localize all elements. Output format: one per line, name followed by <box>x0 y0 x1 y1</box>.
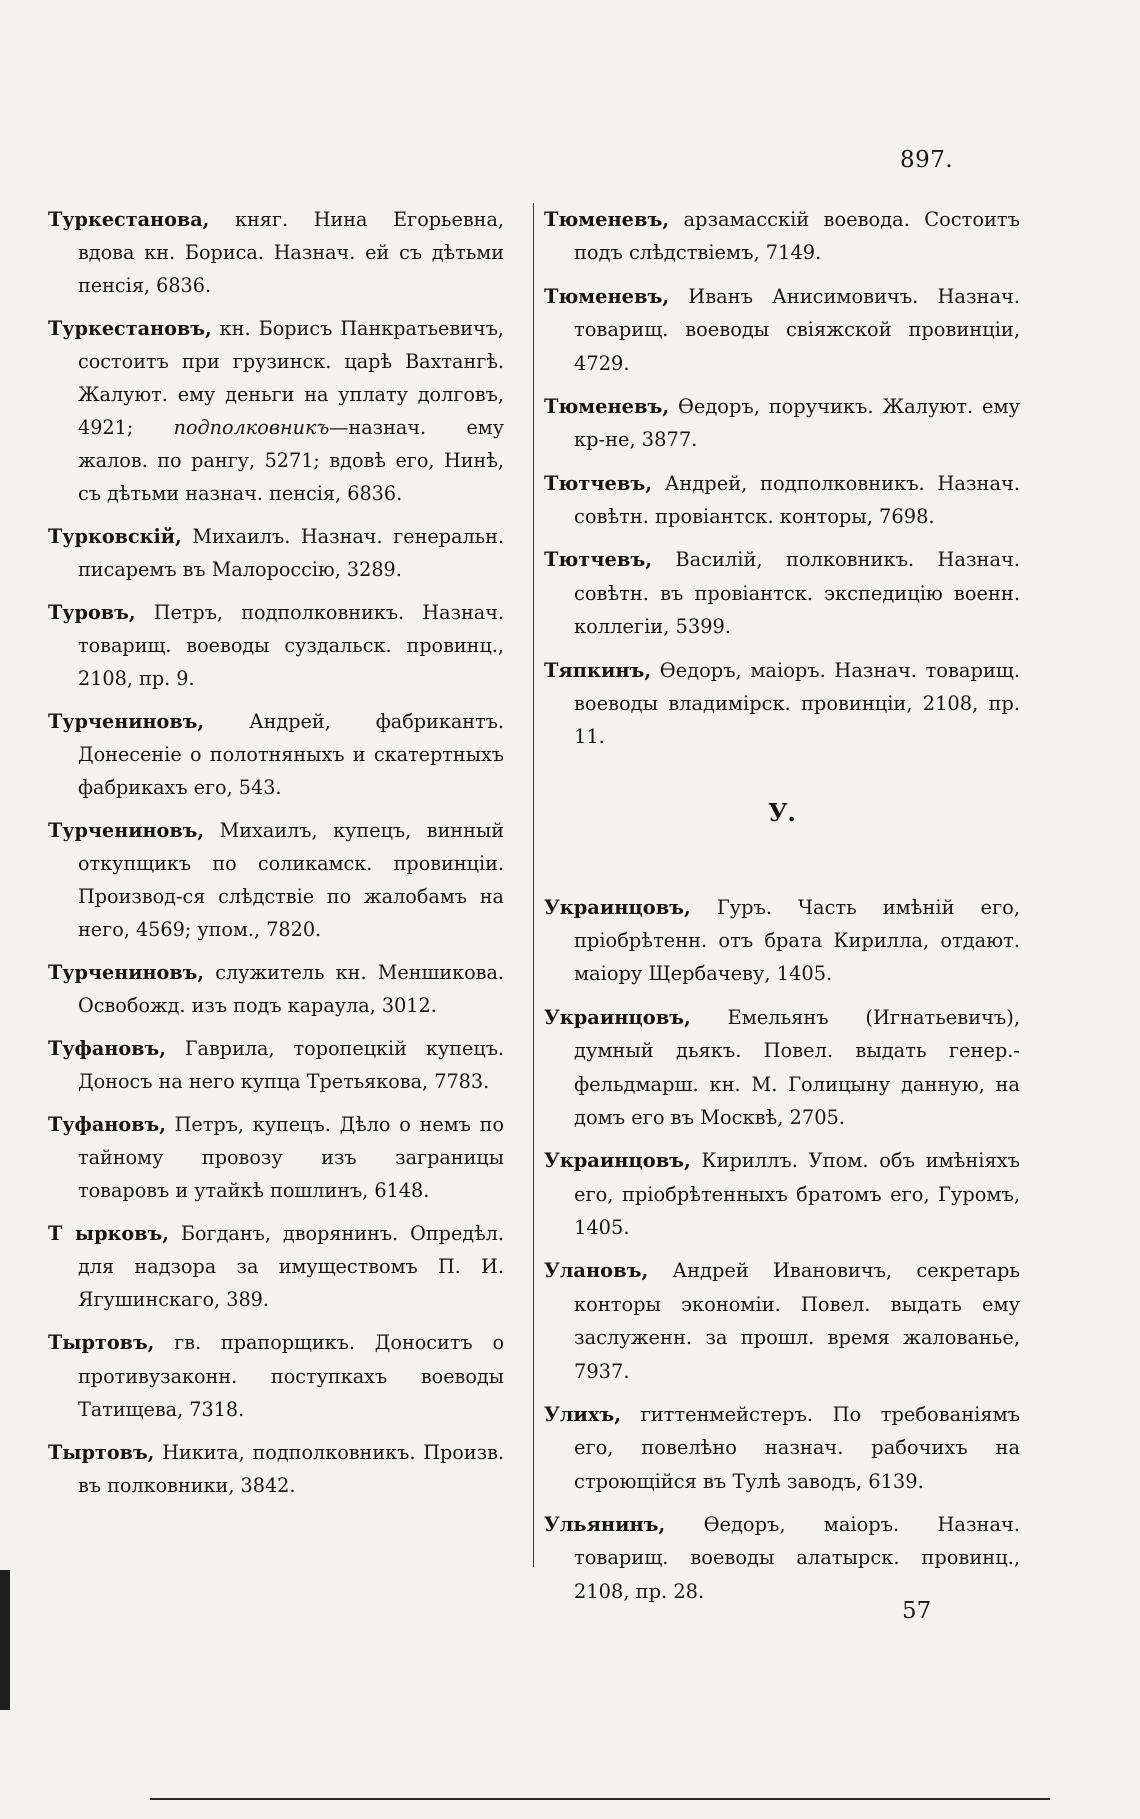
index-entry: Улановъ, Андрей Ивановичъ, секретарь конторы экономіи. Повел. выдать ему заслуженн. за прошл. время жалованье, 7937. <box>544 1259 1020 1383</box>
index-entry: Туровъ, Петръ, подполковникъ. Назнач. товарищ. воеводы суздальск. провинц., 2108, пр. 9. <box>48 601 504 691</box>
index-entry: Ульянинъ, Өедоръ, маіоръ. Назнач. товарищ. воеводы алатырск. провинц., 2108, пр. 28. <box>544 1513 1020 1603</box>
index-entry: Туфановъ, Гаврила, торопецкій купецъ. Доносъ на него купца Третьякова, 7783. <box>48 1037 504 1094</box>
index-entry: Тюменевъ, Иванъ Анисимовичъ. Назнач. товарищ. воеводы свіяжской провинціи, 4729. <box>544 284 1020 375</box>
page-edge-rule <box>150 1798 1050 1800</box>
index-entry: Тыртовъ, Никита, подполковникъ. Произв. въ полковники, 3842. <box>48 1440 504 1497</box>
index-entry: Турчениновъ, Андрей, фабрикантъ. Донесеніе о полотняныхъ и скатертныхъ фабрикахъ его, 543. <box>48 710 504 800</box>
index-entry: Украинцовъ, Емельянъ (Игнатьевичъ), думный дьякъ. Повел. выдать генер.-фельдмарш. кн. М. Голицыну данную, на домъ его въ Москвѣ, 2705. <box>544 1005 1020 1129</box>
binding-shadow <box>0 1570 10 1710</box>
index-entry: Тяпкинъ, Өедоръ, маіоръ. Назнач. товарищ. воеводы владимірск. провинціи, 2108, пр. 11. <box>544 658 1020 749</box>
section-heading: У. <box>768 797 796 827</box>
index-entry: Украинцовъ, Гуръ. Часть имѣній его, пріобрѣтенн. отъ брата Кирилла, отдают. маіору Щербачеву, 1405. <box>544 895 1020 986</box>
index-entry: Туфановъ, Петръ, купецъ. Дѣло о немъ по тайному провозу изъ заграницы товаровъ и утайкѣ пошлинъ, 6148. <box>48 1113 504 1203</box>
index-entry: Тыртовъ, гв. прапорщикъ. Доноситъ о противузаконн. поступкахъ воеводы Татищева, 7318. <box>48 1331 504 1421</box>
footer-signature-number: 57 <box>902 1598 932 1624</box>
index-entry: Туркестановъ, кн. Борисъ Панкратьевичъ, состоитъ при грузинск. царѣ Вахтангѣ. Жалуют. ему деньги на уплату долговъ, 4921; подполковникъ—назнач. ему жалов. по рангу, 5271; вдовѣ его, Нинѣ, съ дѣтьми назнач. пенсія, 6836. <box>48 317 504 506</box>
index-entry: Улихъ, гиттенмейстеръ. По требованіямъ его, повелѣно назнач. рабочихъ на строющійся въ Тулѣ заводъ, 6139. <box>544 1402 1020 1493</box>
index-entry: Тюменевъ, Өедоръ, поручикъ. Жалуют. ему кр-не, 3877. <box>544 394 1020 452</box>
right-column <box>544 203 1020 1618</box>
index-entry: Турчениновъ, служитель кн. Меншикова. Освобожд. изъ подъ караула, 3012. <box>48 961 504 1018</box>
index-entry: Украинцовъ, Кириллъ. Упом. объ имѣніяхъ его, пріобрѣтенныхъ братомъ его, Гуромъ, 1405. <box>544 1149 1020 1239</box>
index-entry: Т ырковъ, Богданъ, дворянинъ. Опредѣл. для надзора за имуществомъ П. И. Ягушинскаго, 389. <box>48 1222 504 1312</box>
column-divider <box>533 203 534 1567</box>
index-entry: Тютчевъ, Василій, полковникъ. Назнач. совѣтн. въ провіантск. экспедицію военн. коллегіи, 5399. <box>544 548 1020 639</box>
index-entry: Турковскій, Михаилъ. Назнач. генеральн. писаремъ въ Малороссію, 3289. <box>48 525 504 582</box>
index-entry: Тютчевъ, Андрей, подполковникъ. Назнач. совѣтн. провіантск. конторы, 7698. <box>544 471 1020 528</box>
left-column <box>48 203 504 1512</box>
index-entry: Туркестанова, княг. Нина Егорьевна, вдова кн. Бориса. Назнач. ей съ дѣтьми пенсія, 6836. <box>48 208 504 298</box>
index-entry: Тюменевъ, арзамасскій воевода. Состоитъ подъ слѣдствіемъ, 7149. <box>544 208 1020 265</box>
page-number: 897. <box>900 147 954 173</box>
index-entry: Турчениновъ, Михаилъ, купецъ, винный откупщикъ по соликамск. провинціи. Производ-ся слѣдствіе по жалобамъ на него, 4569; упом., 7820. <box>48 819 504 942</box>
